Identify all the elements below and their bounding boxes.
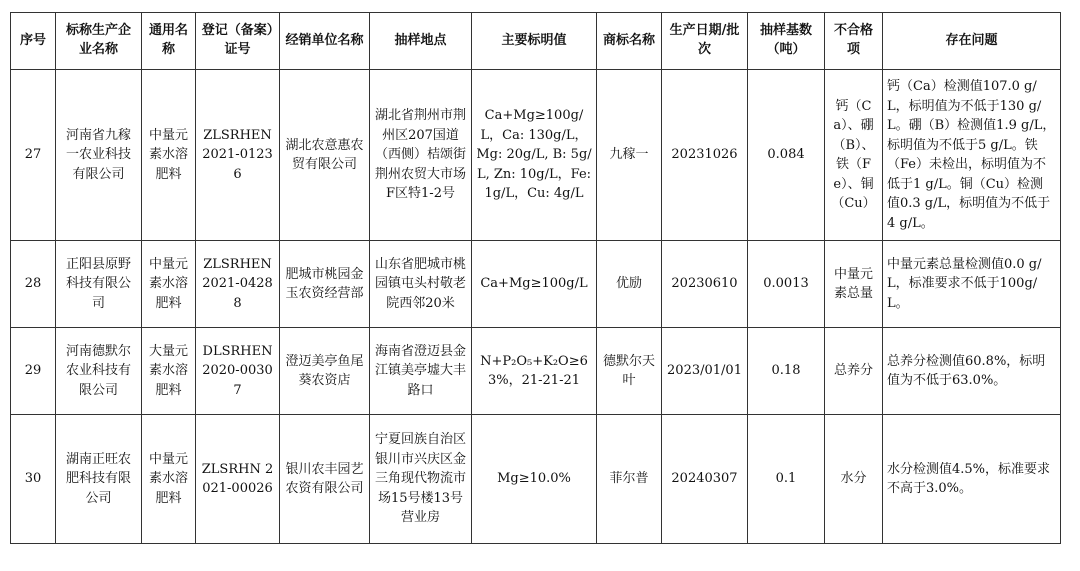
cell-common-name: 中量元素水溶肥料	[142, 415, 196, 544]
cell-problem: 钙（Ca）检测值107.0 g/L，标明值为不低于130 g/L。硼（B）检测值1.9 g/L，标明值为不低于5 g/L。铁（Fe）未检出，标明值为不低于1 g/L。铜（Cu）检测值0.3 g/L，标明值为不低于4 g/L。	[883, 70, 1061, 241]
cell-brand: 九稼一	[597, 70, 662, 241]
table-row	[11, 328, 1061, 415]
cell-common-name: 中量元素水溶肥料	[142, 70, 196, 241]
cell-location: 海南省澄迈县金江镇美亭墟大丰路口	[370, 328, 472, 415]
header-failed-item: 不合格项	[825, 13, 883, 70]
cell-no: 30	[11, 415, 56, 544]
cell-no: 28	[11, 241, 56, 328]
cell-dealer: 肥城市桃园金玉农资经营部	[280, 241, 370, 328]
cell-common-name: 中量元素水溶肥料	[142, 241, 196, 328]
cell-company: 正阳县原野科技有限公司	[56, 241, 142, 328]
header-row	[11, 13, 1061, 70]
cell-brand: 优励	[597, 241, 662, 328]
cell-common-name: 大量元素水溶肥料	[142, 328, 196, 415]
cell-problem: 中量元素总量检测值0.0 g/L，标准要求不低于100g/L。	[883, 241, 1061, 328]
header-common-name: 通用名称	[142, 13, 196, 70]
cell-dealer: 湖北农意惠农贸有限公司	[280, 70, 370, 241]
cell-registration: ZLSRHN 2021-00026	[196, 415, 280, 544]
header-brand: 商标名称	[597, 13, 662, 70]
cell-company: 河南德默尔农业科技有限公司	[56, 328, 142, 415]
cell-location: 湖北省荆州市荆州区207国道（西侧）桔颂街荆州农贸大市场F区特1-2号	[370, 70, 472, 241]
cell-dealer: 银川农丰园艺农资有限公司	[280, 415, 370, 544]
cell-failed-item: 水分	[825, 415, 883, 544]
cell-problem: 总养分检测值60.8%，标明值为不低于63.0%。	[883, 328, 1061, 415]
cell-registration: DLSRHEN 2020-00307	[196, 328, 280, 415]
cell-main-value: Mg≥10.0%	[472, 415, 597, 544]
cell-failed-item: 钙（Ca）、硼（B）、铁（Fe）、铜（Cu）	[825, 70, 883, 241]
cell-failed-item: 中量元素总量	[825, 241, 883, 328]
header-no: 序号	[11, 13, 56, 70]
cell-base: 0.18	[748, 328, 825, 415]
cell-failed-item: 总养分	[825, 328, 883, 415]
cell-base: 0.1	[748, 415, 825, 544]
cell-brand: 德默尔天叶	[597, 328, 662, 415]
cell-main-value: N+P₂O₅+K₂O≥63%，21-21-21	[472, 328, 597, 415]
cell-registration: ZLSRHEN 2021-04288	[196, 241, 280, 328]
cell-company: 河南省九稼一农业科技有限公司	[56, 70, 142, 241]
table-row	[11, 415, 1061, 544]
cell-date: 2023/01/01	[662, 328, 748, 415]
cell-main-value: Ca+Mg≥100g/L	[472, 241, 597, 328]
header-registration: 登记（备案）证号	[196, 13, 280, 70]
header-main-value: 主要标明值	[472, 13, 597, 70]
cell-date: 20240307	[662, 415, 748, 544]
cell-base: 0.084	[748, 70, 825, 241]
table-wrapper	[10, 12, 1061, 544]
table-row	[11, 241, 1061, 328]
cell-date: 20230610	[662, 241, 748, 328]
cell-no: 29	[11, 328, 56, 415]
cell-location: 宁夏回族自治区银川市兴庆区金三角现代物流市场15号楼13号营业房	[370, 415, 472, 544]
header-company: 标称生产企业名称	[56, 13, 142, 70]
header-date: 生产日期/批次	[662, 13, 748, 70]
cell-brand: 菲尔普	[597, 415, 662, 544]
cell-main-value: Ca+Mg≥100g/L，Ca: 130g/L，Mg: 20g/L, B: 5g/L, Zn: 10g/L，Fe: 1g/L，Cu: 4g/L	[472, 70, 597, 241]
cell-company: 湖南正旺农肥科技有限公司	[56, 415, 142, 544]
header-location: 抽样地点	[370, 13, 472, 70]
cell-date: 20231026	[662, 70, 748, 241]
header-base: 抽样基数（吨）	[748, 13, 825, 70]
cell-registration: ZLSRHEN 2021-01236	[196, 70, 280, 241]
cell-location: 山东省肥城市桃园镇屯头村敬老院西邻20米	[370, 241, 472, 328]
table-row	[11, 70, 1061, 241]
header-problem: 存在问题	[883, 13, 1061, 70]
cell-no: 27	[11, 70, 56, 241]
inspection-results-table	[10, 12, 1061, 544]
cell-problem: 水分检测值4.5%，标准要求不高于3.0%。	[883, 415, 1061, 544]
header-dealer: 经销单位名称	[280, 13, 370, 70]
cell-base: 0.0013	[748, 241, 825, 328]
cell-dealer: 澄迈美亭鱼尾葵农资店	[280, 328, 370, 415]
